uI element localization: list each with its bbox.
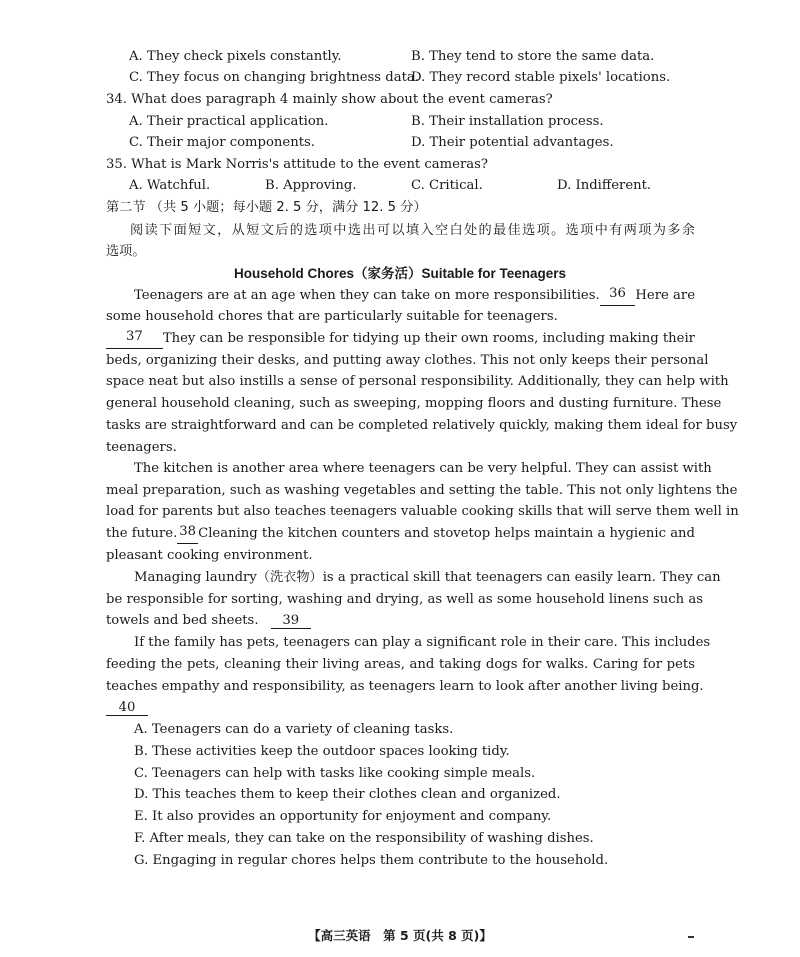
- blank-40: 40: [106, 700, 148, 716]
- paragraph-2-line-6: teenagers.: [106, 440, 177, 455]
- paragraph-3-line-2: meal preparation, such as washing vegetables and setting the table. This not only lightens the: [106, 483, 738, 498]
- option-b: B. These activities keep the outdoor spaces looking tidy.: [134, 744, 510, 759]
- q34-stem: 34. What does paragraph 4 mainly show about the event cameras?: [106, 92, 553, 107]
- paragraph-2-line-5: tasks are straightforward and can be completed relatively quickly, making them ideal for busy: [106, 418, 738, 433]
- paragraph-5-line-2: feeding the pets, cleaning their living areas, and taking dogs for walks. Caring for pets: [106, 657, 695, 672]
- q34-option-c: C. Their major components.: [129, 135, 315, 150]
- paragraph-2-line-1: [106, 329, 695, 349]
- blank-38: 38: [177, 524, 198, 544]
- page-footer: 【高三英语 第 5 页(共 8 页)】: [308, 928, 492, 943]
- q34-option-a: A. Their practical application.: [129, 114, 329, 129]
- scan-mark: [688, 936, 694, 938]
- option-d: D. This teaches them to keep their clothes clean and organized.: [134, 787, 561, 802]
- paragraph-5-line-4: [106, 698, 148, 718]
- section-header: 第二节 （共 5 小题；每小题 2. 5 分，满分 12. 5 分）: [106, 200, 427, 215]
- option-f: F. After meals, they can take on the responsibility of washing dishes.: [134, 831, 594, 846]
- q33-option-c: C. They focus on changing brightness data.: [129, 70, 419, 85]
- q33-option-d: D. They record stable pixels' locations.: [411, 70, 671, 85]
- paragraph-5-line-1: If the family has pets, teenagers can play a significant role in their care. This includes: [134, 635, 711, 650]
- paragraph-1-line-2: some household chores that are particularly suitable for teenagers.: [106, 309, 558, 324]
- paragraph-4-line-1: Managing laundry（洗衣物）is a practical skill that teenagers can easily learn. They can: [134, 570, 721, 585]
- q34-option-d: D. Their potential advantages.: [411, 135, 614, 150]
- paragraph-2-line-4: general household cleaning, such as sweeping, mopping floors and dusting furniture. These: [106, 396, 722, 411]
- paragraph-3-line-1: The kitchen is another area where teenagers can be very helpful. They can assist with: [134, 461, 712, 476]
- paragraph-4-line-3: [106, 611, 311, 631]
- option-a: A. Teenagers can do a variety of cleaning tasks.: [134, 722, 454, 737]
- paragraph-text: Cleaning the kitchen counters and stovetop helps maintain a hygienic and: [198, 526, 695, 541]
- section-instruction-line1: 阅读下面短文，从短文后的选项中选出可以填入空白处的最佳选项。选项中有两项为多余: [130, 223, 695, 238]
- paragraph-1-line-1: [134, 286, 695, 306]
- q35-option-d: D. Indifferent.: [557, 178, 652, 193]
- q33-option-b: B. They tend to store the same data.: [411, 49, 655, 64]
- passage-title: Household Chores（家务活）Suitable for Teenagers: [233, 266, 567, 281]
- option-e: E. It also provides an opportunity for enjoyment and company.: [134, 809, 552, 824]
- paragraph-2-line-3: space neat but also instills a sense of personal responsibility. Additionally, they can help with: [106, 374, 729, 389]
- paragraph-text: towels and bed sheets.: [106, 613, 259, 628]
- blank-37: 37: [106, 329, 163, 349]
- paragraph-3-line-5: pleasant cooking environment.: [106, 548, 313, 563]
- paragraph-5-line-3: teaches empathy and responsibility, as teenagers learn to look after another living being.: [106, 679, 704, 694]
- option-c: C. Teenagers can help with tasks like cooking simple meals.: [134, 766, 536, 781]
- q35-stem: 35. What is Mark Norris's attitude to the event cameras?: [106, 157, 488, 172]
- q35-option-b: B. Approving.: [265, 178, 357, 193]
- q35-option-c: C. Critical.: [411, 178, 483, 193]
- blank-39: 39: [271, 613, 311, 629]
- paragraph-3-line-4: [106, 524, 695, 544]
- paragraph-3-line-3: load for parents but also teaches teenagers valuable cooking skills that will serve them well in: [106, 504, 739, 519]
- paragraph-text: They can be responsible for tidying up their own rooms, including making their: [162, 331, 695, 346]
- section-instruction-line2: 选项。: [106, 244, 146, 259]
- paragraph-text: Here are: [635, 288, 695, 303]
- paragraph-4-line-2: be responsible for sorting, washing and drying, as well as some household linens such as: [106, 592, 703, 607]
- paragraph-text: Teenagers are at an age when they can take on more responsibilities.: [134, 288, 600, 303]
- q35-option-a: A. Watchful.: [129, 178, 211, 193]
- q33-option-a: A. They check pixels constantly.: [129, 49, 342, 64]
- blank-36: 36: [600, 286, 636, 306]
- paragraph-2-line-2: beds, organizing their desks, and putting away clothes. This not only keeps their personal: [106, 353, 709, 368]
- paragraph-text: the future.: [106, 526, 178, 541]
- q34-option-b: B. Their installation process.: [411, 114, 604, 129]
- option-g: G. Engaging in regular chores helps them contribute to the household.: [134, 853, 609, 868]
